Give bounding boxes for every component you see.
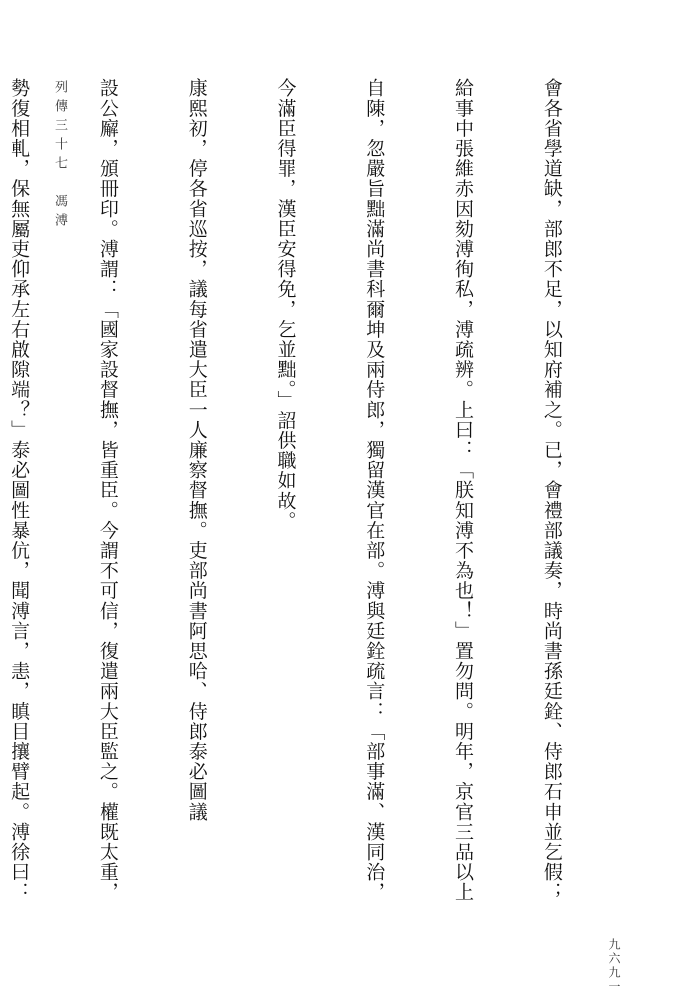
page-number: 九六九一 bbox=[607, 938, 621, 994]
running-title: 列傳三十七 馮溥 bbox=[52, 80, 67, 232]
text-column: 今滿臣得罪，漢臣安得免，乞並黜。」詔供職如故。 bbox=[274, 78, 297, 531]
text-column: 勢復相軋，保無屬吏仰承左右啟隙端？」泰必圖性暴伉，聞溥言，恚，瞋目攘臂起。溥徐曰： bbox=[8, 78, 31, 903]
text-column: 康熙初，停各省巡按，議每省遣大臣一人廉察督撫。吏部尚書阿思哈、侍郎泰必圖議 bbox=[185, 78, 208, 822]
text-column: 設公廨，頒冊印。溥謂：「國家設督撫，皆重臣。今謂不可信，復遣兩大臣監之。權既太重， bbox=[96, 78, 119, 903]
text-column: 自陳，忽嚴旨黜滿尚書科爾坤及兩侍郎，獨留漢官在部。溥與廷銓疏言：「部事滿、漢同治， bbox=[363, 78, 386, 903]
text-column: 給事中張維赤因劾溥徇私，溥疏辨。上曰：「朕知溥不為也！」置勿問。明年，京官三品以上 bbox=[452, 78, 475, 903]
text-column: 會各省學道缺，部郎不足，以知府補之。已，會禮部議奏，時尚書孫廷銓、侍郎石申並乞假； bbox=[540, 78, 563, 903]
main-text bbox=[0, 78, 625, 944]
